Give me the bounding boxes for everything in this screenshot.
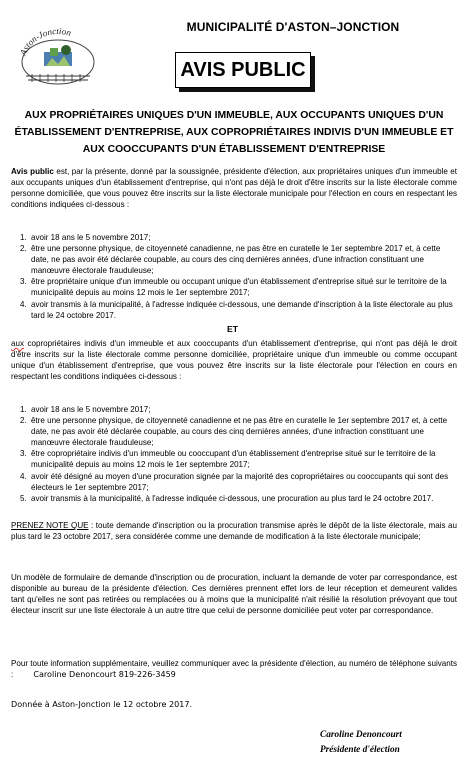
list-item: 4. avoir transmis à la municipalité, à l'adresse indiquée ci-dessous, une demande d'inscription à la liste électorale au plus tard le 24 octobre 2017. [29, 299, 457, 321]
signature-block [320, 728, 402, 758]
list-item: 5. avoir transmis à la municipalité, à l'adresse indiquée ci-dessous, une procuration au plus tard le 24 octobre 2017. [29, 493, 457, 504]
aux-paragraph [11, 338, 457, 382]
aux-text: copropriétaires indivis d'un immeuble et aux cooccupants d'un établissement d'entreprise, qui n'ont pas déjà le droit d'être inscrits sur la liste électorale comme personne domiciliée, propriétaire unique d'un immeuble ou comme occupant unique d'un établissement d'entreprise, que vous pouvez être inscrits sur la liste électorale pour l'élection en cours en respectant les conditions indiquées ci-dessous : [11, 339, 457, 382]
prenez-note-text: : toute demande d'inscription ou la procuration transmise après le dépôt de la liste électorale, mais au plus tard le 23 octobre 2017, sera considérée comme une demande de modification à la liste électorale municipale; [11, 521, 457, 542]
conditions-list-2 [11, 404, 457, 504]
notice-heading: AUX PROPRIÉTAIRES UNIQUES D'UN IMMEUBLE, AUX OCCUPANTS UNIQUES D'UN ÉTABLISSEMENT D'ENTREPRISE, AUX COPROPRIÉTAIRES INDIVIS D'UN IMMEUBLE ET AUX COOCCUPANTS D'UN ÉTABLISSEMENT D'ENTREPRISE [14, 110, 454, 155]
logo-arc-text: Aston-Jonction [17, 26, 73, 57]
intro-paragraph [11, 166, 457, 210]
date-given: Donnée à Aston-Jonction le 12 octobre 2017. [11, 700, 193, 709]
aux-first-word: aux [11, 339, 24, 348]
prenez-note-label: PRENEZ NOTE QUE [11, 521, 89, 530]
list-item: 1. avoir 18 ans le 5 novembre 2017; [29, 404, 457, 415]
list-item: 3. être propriétaire unique d'un immeuble ou occupant unique d'un établissement d'entreprise situé sur le territoire de la municipalité depuis au moins 12 mois le 1er septembre 2017; [29, 276, 457, 298]
conditions-list-1 [11, 232, 457, 321]
intro-text: est, par la présente, donné par la soussignée, présidente d'élection, aux propriétaires uniques d'un immeuble et aux occupants uniques d'un établissement d'entreprise, qui n'ont pas déjà le droit d'être inscrits sur la liste électorale comme personne domiciliée, que vous pouvez être inscrits sur la liste électorale municipale pour l'élection en cours en respectant les conditions indiquées ci-dessous : [11, 167, 458, 210]
notice-title: AVIS PUBLIC [175, 52, 311, 88]
list-item: 4. avoir été désigné au moyen d'une procuration signée par la majorité des copropriétaires ou cooccupants qui sont des électeurs le 1er septembre 2017; [29, 471, 457, 493]
signature-name: Caroline Denoncourt [320, 730, 402, 740]
info-text: Pour toute information supplémentaire, veuillez communiquer avec la présidente d'élection, au numéro de téléphone suivants : [11, 659, 457, 680]
list-item: 2. être une personne physique, de citoyenneté canadienne et ne pas être en curatelle le 1er septembre 2017 et, à cette date, ne pas avoir été déclarée coupable, au cours des cinq dernières années, d'une infraction constituant une manœuvre électorale frauduleuse; [29, 415, 457, 448]
signature-role: Présidente d'élection [320, 745, 400, 755]
contact-info: Caroline Denoncourt 819-226-3459 [33, 670, 176, 680]
prenez-note-paragraph [11, 520, 457, 542]
municipality-logo [10, 18, 106, 86]
list-item: 1. avoir 18 ans le 5 novembre 2017; [29, 232, 457, 243]
info-paragraph [11, 658, 457, 680]
municipality-name: MUNICIPALITÉ D'ASTON–JONCTION [186, 20, 400, 34]
et-separator: ET [227, 324, 238, 334]
modele-paragraph: Un modèle de formulaire de demande d'inscription ou de procuration, incluant la demande de voter par correspondance, est disponible au bureau de la présidente d'élection. Ces dernières prennent effet lors de leur réception et demeurent valides tant qu'elles ne sont pas retirées ou remplacées ou à moins que la municipalité n'ait résilié la résolution prévoyant que tout électeur inscrit sur une liste électorale à un autre titre que celui de personne domiciliée peut voter par correspondance. [11, 573, 457, 616]
list-item: 2. être une personne physique, de citoyenneté canadienne, ne pas être en curatelle le 1er septembre 2017 et, à cette date, ne pas avoir été déclarée coupable, au cours des cinq dernières années, d'une infraction constituant une manœuvre électorale frauduleuse; [29, 243, 457, 276]
list-item: 3. être copropriétaire indivis d'un immeuble ou cooccupant d'un établissement d'entreprise situé sur le territoire de la municipalité depuis au moins 12 mois le 1er septembre 2017; [29, 448, 457, 470]
intro-lead: Avis public [11, 167, 54, 176]
